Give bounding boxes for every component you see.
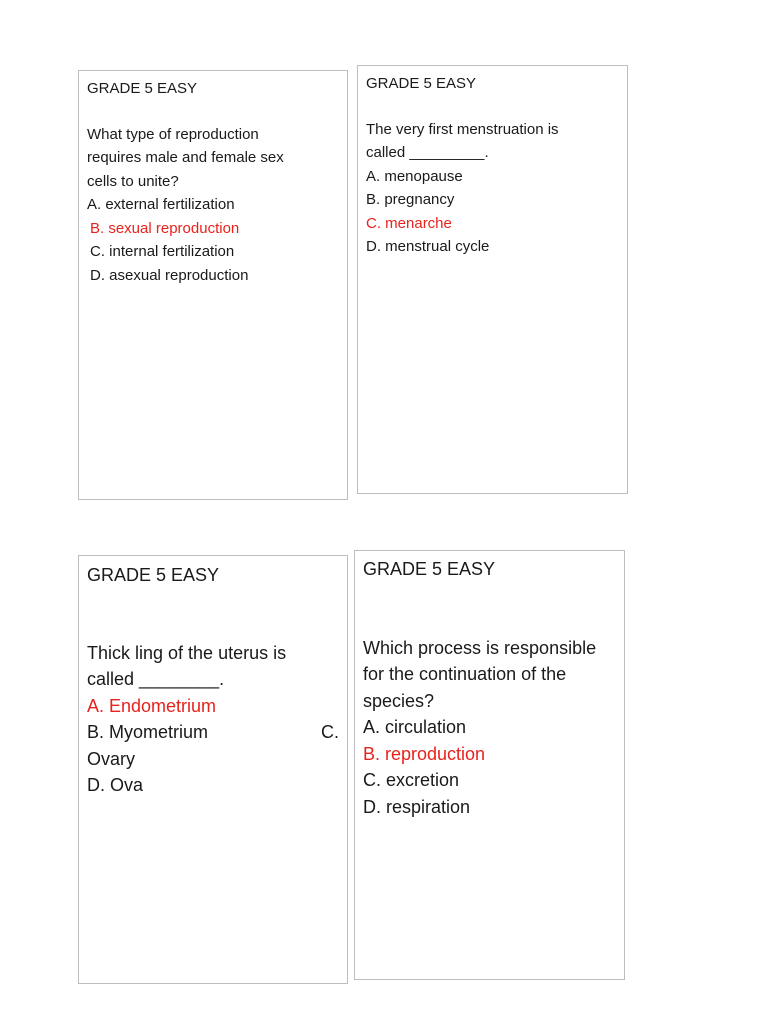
- option-c-correct-answer: C. menarche: [366, 214, 452, 232]
- card-title: GRADE 5 EASY: [87, 565, 220, 585]
- option-d: D. respiration: [363, 796, 471, 817]
- card-title: GRADE 5 EASY: [87, 80, 198, 97]
- question-line: cells to unite?: [87, 172, 179, 190]
- option-c-prefix: C.: [321, 722, 339, 742]
- option-b-correct-answer: B. sexual reproduction: [90, 219, 240, 237]
- quiz-card-2: [357, 65, 628, 494]
- option-d: D. Ova: [87, 775, 144, 795]
- option-a: A. external fertilization: [87, 196, 235, 213]
- option-d: D. menstrual cycle: [366, 238, 490, 255]
- option-a-correct-answer: A. Endometrium: [87, 695, 217, 716]
- option-b-c-row: [87, 719, 339, 746]
- option-d: D. asexual reproduction: [90, 266, 249, 284]
- quiz-card-3: [78, 555, 348, 984]
- question-line: species?: [363, 690, 435, 711]
- quiz-card-4: [354, 550, 625, 980]
- question-line: What type of reproduction: [87, 125, 259, 143]
- option-b: B. pregnancy: [366, 191, 455, 208]
- option-b-correct-answer: B. reproduction: [363, 743, 486, 764]
- question-line: Thick ling of the uterus is: [87, 642, 287, 663]
- question-line: called ________.: [87, 669, 225, 689]
- question-line: for the continuation of the: [363, 664, 567, 684]
- quiz-card-1: [78, 70, 348, 500]
- option-a: A. menopause: [366, 167, 463, 185]
- option-b: B. Myometrium: [87, 722, 209, 742]
- option-c-rest: Ovary: [87, 748, 136, 769]
- option-c: C. excretion: [363, 770, 460, 790]
- question-line: The very first menstruation is: [366, 120, 559, 138]
- card-title: GRADE 5 EASY: [366, 75, 477, 92]
- card-title: GRADE 5 EASY: [363, 559, 496, 579]
- question-line: Which process is responsible: [363, 637, 597, 658]
- question-line: called _________.: [366, 144, 489, 161]
- question-line: requires male and female sex: [87, 149, 284, 166]
- option-c: C. internal fertilization: [90, 243, 235, 260]
- option-a: A. circulation: [363, 717, 467, 737]
